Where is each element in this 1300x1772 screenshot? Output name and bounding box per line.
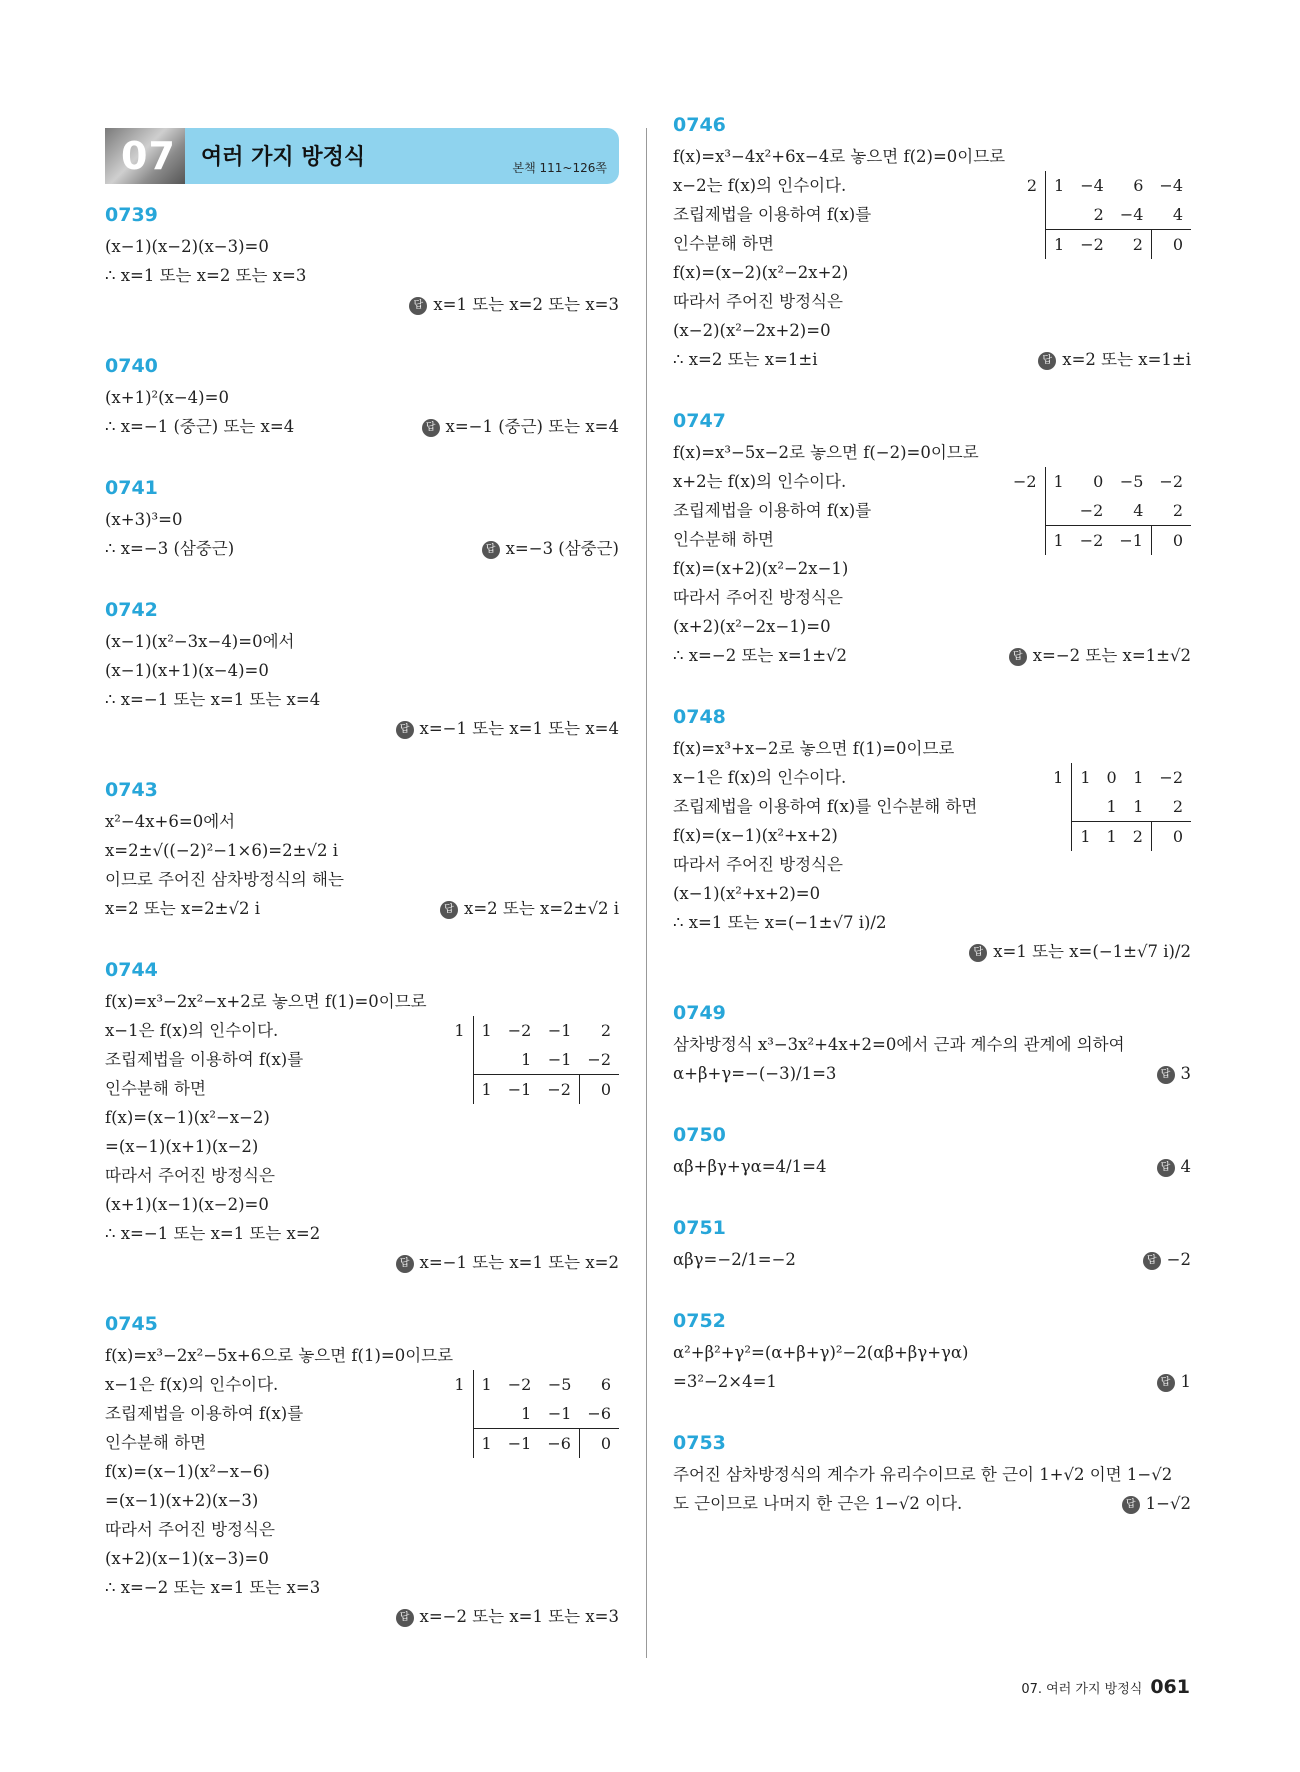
syn-divisor — [446, 1075, 473, 1105]
answer — [1122, 1489, 1191, 1518]
problem-line: 조립제법을 이용하여 f(x)를 인수분해 하면 — [673, 797, 978, 816]
problem-line: ∴ x=−1 (중근) 또는 x=4 — [105, 417, 295, 436]
problem-line: 따라서 주어진 방정식은 — [673, 292, 843, 311]
page-range: 본책 111~126쪽 — [512, 161, 607, 175]
answer — [105, 714, 619, 743]
answer-text: x=−1 또는 x=1 또는 x=4 — [419, 719, 619, 738]
column-divider — [646, 128, 647, 1658]
answer-mark-icon: 답 — [1122, 1496, 1140, 1514]
answer-text: x=−2 또는 x=1 또는 x=3 — [419, 1607, 619, 1626]
problem-line: 인수분해 하면 — [673, 234, 774, 253]
syn-cell: −1 — [547, 1050, 572, 1069]
syn-divisor — [446, 1045, 473, 1075]
last-line-row — [673, 345, 1191, 374]
problem-0741 — [105, 477, 619, 563]
syn-cell: −4 — [1159, 176, 1183, 195]
last-line-row — [673, 641, 1191, 670]
answer — [440, 894, 619, 923]
problem-body — [673, 1245, 1191, 1274]
left-column — [105, 128, 619, 1631]
syn-cell: 0 — [1151, 230, 1191, 260]
syn-cell — [473, 1045, 500, 1075]
last-line-row — [673, 1059, 1191, 1088]
problem-number: 0749 — [673, 1002, 726, 1024]
problem-line: 조립제법을 이용하여 f(x)를 — [673, 205, 872, 224]
problem-number: 0742 — [105, 599, 158, 621]
problem-line: (x+1)(x−1)(x−2)=0 — [105, 1195, 269, 1214]
problem-line: ∴ x=−2 또는 x=1±√2 — [673, 646, 848, 665]
syn-cell: −2 — [1159, 472, 1183, 491]
problem-line: 따라서 주어진 방정식은 — [673, 588, 843, 607]
answer-mark-icon: 답 — [440, 901, 458, 919]
problem-line: ∴ x=−1 또는 x=1 또는 x=4 — [105, 690, 321, 709]
synthetic-division — [1045, 763, 1191, 851]
page-number: 061 — [1150, 1676, 1190, 1698]
problem-line: ∴ x=2 또는 x=1±i — [673, 350, 818, 369]
syn-cell: 0 — [579, 1429, 619, 1459]
syn-divisor — [1045, 822, 1072, 852]
syn-cell: 2 — [1125, 822, 1152, 852]
problem-line: (x−2)(x²−2x+2)=0 — [673, 321, 831, 340]
syn-divisor — [446, 1429, 473, 1459]
answer — [422, 412, 619, 441]
syn-cell: −2 — [1072, 230, 1112, 260]
syn-cell: 6 — [1133, 176, 1144, 195]
problem-number: 0743 — [105, 779, 158, 801]
problem-line: f(x)=x³−5x−2로 놓으면 f(−2)=0이므로 — [673, 443, 979, 462]
problem-line: f(x)=(x−1)(x²−x−6) — [105, 1462, 270, 1481]
syn-cell: −5 — [1119, 472, 1144, 491]
chapter-badge — [105, 128, 185, 184]
problem-line: 인수분해 하면 — [105, 1079, 206, 1098]
answer — [482, 534, 619, 563]
right-problems — [673, 114, 1191, 1518]
answer-mark-icon: 답 — [1009, 648, 1027, 666]
problem-line: α+β+γ=−(−3)/1=3 — [673, 1064, 837, 1083]
answer-mark-icon: 답 — [1143, 1252, 1161, 1270]
answer-mark-icon: 답 — [1038, 352, 1056, 370]
problem-line: ∴ x=1 또는 x=(−1±√7 i)/2 — [673, 913, 887, 932]
problem-line: x=2±√((−2)²−1×6)=2±√2 i — [105, 841, 338, 860]
problem-0746 — [673, 114, 1191, 374]
answer-text: 4 — [1180, 1157, 1191, 1176]
problem-line: f(x)=(x−1)(x²−x−2) — [105, 1108, 270, 1127]
problem-line: ∴ x=−2 또는 x=1 또는 x=3 — [105, 1578, 321, 1597]
problem-line: 인수분해 하면 — [105, 1433, 206, 1452]
problem-0742 — [105, 599, 619, 743]
problem-line: x−2는 f(x)의 인수이다. — [673, 176, 847, 195]
problem-line: x−1은 f(x)의 인수이다. — [105, 1021, 279, 1040]
answer — [1157, 1367, 1192, 1396]
problem-0744 — [105, 959, 619, 1277]
answer — [1009, 641, 1191, 670]
problem-0745 — [105, 1313, 619, 1631]
problem-number: 0744 — [105, 959, 158, 981]
last-line-row — [105, 412, 619, 441]
syn-cell: −2 — [587, 1050, 611, 1069]
synthetic-division — [1019, 171, 1191, 259]
problem-line: (x+3)³=0 — [105, 510, 183, 529]
syn-cell: −2 — [1159, 768, 1183, 787]
problem-number: 0753 — [673, 1432, 726, 1454]
problem-line: x+2는 f(x)의 인수이다. — [673, 472, 847, 491]
syn-divisor — [1019, 200, 1046, 230]
syn-cell — [473, 1399, 500, 1429]
syn-cell: −1 — [500, 1429, 540, 1459]
answer-mark-icon: 답 — [482, 541, 500, 559]
answer-mark-icon: 답 — [396, 1609, 414, 1627]
last-line-row — [673, 1152, 1191, 1181]
syn-cell: 2 — [1093, 205, 1104, 224]
problem-line: α²+β²+γ²=(α+β+γ)²−2(αβ+βγ+γα) — [673, 1343, 969, 1362]
answer-mark-icon: 답 — [1157, 1159, 1175, 1177]
problem-body — [673, 1338, 1191, 1396]
problem-line: f(x)=x³+x−2로 놓으면 f(1)=0이므로 — [673, 739, 955, 758]
footer-chapter: 07. 여러 가지 방정식 — [1021, 1682, 1143, 1697]
problem-0750 — [673, 1124, 1191, 1181]
syn-cell — [1072, 792, 1099, 822]
synthetic-division — [1005, 467, 1191, 555]
syn-cell: 1 — [1133, 797, 1144, 816]
problem-number: 0750 — [673, 1124, 726, 1146]
syn-divisor — [1019, 230, 1046, 260]
chapter-header — [105, 128, 619, 184]
problem-line: 따라서 주어진 방정식은 — [105, 1520, 275, 1539]
problem-line: 따라서 주어진 방정식은 — [105, 1166, 275, 1185]
syn-divisor: 2 — [1019, 171, 1046, 200]
syn-cell: 4 — [1172, 205, 1183, 224]
syn-cell — [1046, 200, 1073, 230]
answer — [1157, 1152, 1192, 1181]
answer-mark-icon: 답 — [396, 721, 414, 739]
syn-cell: 1 — [473, 1429, 500, 1459]
syn-cell: 1 — [1045, 526, 1072, 556]
problem-body — [105, 232, 619, 290]
syn-cell: 0 — [579, 1075, 619, 1105]
problem-line: f(x)=x³−4x²+6x−4로 놓으면 f(2)=0이므로 — [673, 147, 1006, 166]
answer-mark-icon: 답 — [969, 944, 987, 962]
answer — [1038, 345, 1191, 374]
problem-0749 — [673, 1002, 1191, 1088]
problem-line: =(x−1)(x+2)(x−3) — [105, 1491, 259, 1510]
problem-number: 0746 — [673, 114, 726, 136]
problem-line: x−1은 f(x)의 인수이다. — [673, 768, 847, 787]
answer — [105, 1248, 619, 1277]
problem-0752 — [673, 1310, 1191, 1396]
problem-number: 0751 — [673, 1217, 726, 1239]
syn-cell: 1 — [1046, 230, 1073, 260]
answer-text: x=1 또는 x=(−1±√7 i)/2 — [993, 942, 1191, 961]
problem-0743 — [105, 779, 619, 923]
problem-line: ∴ x=−1 또는 x=1 또는 x=2 — [105, 1224, 321, 1243]
problem-line: 인수분해 하면 — [673, 530, 774, 549]
syn-cell: 1 — [1099, 822, 1125, 852]
problem-0751 — [673, 1217, 1191, 1274]
syn-cell: −1 — [1111, 526, 1151, 556]
problem-body — [105, 383, 619, 441]
problem-line: ∴ x=−3 (삼중근) — [105, 539, 235, 558]
chapter-number: 07 — [121, 134, 176, 178]
syn-cell: −2 — [1072, 526, 1112, 556]
problem-number: 0752 — [673, 1310, 726, 1332]
problem-line: 이므로 주어진 삼차방정식의 해는 — [105, 870, 344, 889]
problem-line: =3²−2×4=1 — [673, 1372, 777, 1391]
problem-line: x²−4x+6=0에서 — [105, 812, 236, 831]
syn-divisor: 1 — [1045, 763, 1072, 792]
answer-text: x=−3 (삼중근) — [505, 539, 619, 558]
last-line-row — [105, 894, 619, 923]
problem-line: (x−1)(x+1)(x−4)=0 — [105, 661, 269, 680]
problem-line: f(x)=(x−2)(x²−2x+2) — [673, 263, 849, 282]
syn-cell: −5 — [547, 1375, 572, 1394]
answer-text: x=2 또는 x=1±i — [1062, 350, 1191, 369]
problem-0753 — [673, 1432, 1191, 1518]
syn-cell: 1 — [1072, 822, 1099, 852]
page-footer — [1021, 1676, 1190, 1698]
problem-line: (x−1)(x²+x+2)=0 — [673, 884, 821, 903]
problem-line: 삼차방정식 x³−3x²+4x+2=0에서 근과 계수의 관계에 의하여 — [673, 1035, 1125, 1054]
answer-text: x=−1 (중근) 또는 x=4 — [445, 417, 619, 436]
problem-line: =(x−1)(x+1)(x−2) — [105, 1137, 259, 1156]
answer-mark-icon: 답 — [409, 297, 427, 315]
last-line-row — [673, 1489, 1191, 1518]
problem-line: (x+2)(x²−2x−1)=0 — [673, 617, 831, 636]
syn-cell: −6 — [539, 1429, 579, 1459]
answer — [105, 1602, 619, 1631]
syn-cell: −2 — [539, 1075, 579, 1105]
problem-line: f(x)=(x+2)(x²−2x−1) — [673, 559, 849, 578]
syn-cell: 0 — [1151, 526, 1191, 556]
syn-cell: 1 — [521, 1404, 532, 1423]
problem-line: 조립제법을 이용하여 f(x)를 — [673, 501, 872, 520]
answer-text: 1 — [1180, 1372, 1191, 1391]
problem-body — [673, 1460, 1191, 1518]
syn-cell: −1 — [500, 1075, 540, 1105]
syn-cell: −2 — [507, 1375, 532, 1394]
syn-cell: 2 — [600, 1021, 611, 1040]
problem-line: 도 근이므로 나머지 한 근은 1−√2 이다. — [673, 1494, 963, 1513]
answer — [105, 290, 619, 319]
problem-0747 — [673, 410, 1191, 670]
syn-divisor — [1005, 526, 1045, 556]
problem-line: f(x)=x³−2x²−5x+6으로 놓으면 f(1)=0이므로 — [105, 1346, 454, 1365]
problem-line: (x+1)²(x−4)=0 — [105, 388, 229, 407]
answer-mark-icon: 답 — [1157, 1066, 1175, 1084]
problem-line: 조립제법을 이용하여 f(x)를 — [105, 1404, 304, 1423]
problem-body — [673, 467, 1191, 670]
problem-0740 — [105, 355, 619, 441]
problem-line: 따라서 주어진 방정식은 — [673, 855, 843, 874]
answer — [1157, 1059, 1192, 1088]
problem-line: 조립제법을 이용하여 f(x)를 — [105, 1050, 304, 1069]
problem-number: 0747 — [673, 410, 726, 432]
problem-number: 0741 — [105, 477, 158, 499]
problem-line: αβ+βγ+γα=4/1=4 — [673, 1157, 827, 1176]
problem-body — [105, 627, 619, 714]
problem-body — [105, 807, 619, 923]
syn-cell: 0 — [1106, 768, 1117, 787]
problem-line: f(x)=x³−2x²−x+2로 놓으면 f(1)=0이므로 — [105, 992, 427, 1011]
syn-divisor: 1 — [446, 1016, 473, 1045]
problem-body — [673, 763, 1191, 937]
problem-number: 0745 — [105, 1313, 158, 1335]
syn-cell: 0 — [1151, 822, 1191, 852]
syn-cell: 1 — [1106, 797, 1117, 816]
syn-cell: 4 — [1133, 501, 1144, 520]
syn-cell: 1 — [1133, 768, 1144, 787]
answer-mark-icon: 답 — [422, 419, 440, 437]
syn-cell: 1 — [1080, 768, 1091, 787]
syn-cell: 1 — [1053, 472, 1064, 491]
problem-number: 0739 — [105, 204, 158, 226]
syn-cell: 1 — [473, 1075, 500, 1105]
problem-body — [673, 171, 1191, 374]
problem-line: x−1은 f(x)의 인수이다. — [105, 1375, 279, 1394]
problem-line: (x−1)(x−2)(x−3)=0 — [105, 237, 269, 256]
problem-body — [673, 1030, 1191, 1088]
problem-body — [105, 1016, 619, 1248]
problem-line: (x−1)(x²−3x−4)=0에서 — [105, 632, 295, 651]
problem-line: f(x)=(x−1)(x²+x+2) — [673, 826, 838, 845]
problem-body — [673, 1152, 1191, 1181]
syn-cell: −1 — [547, 1404, 572, 1423]
answer-text: x=−2 또는 x=1±√2 — [1032, 646, 1191, 665]
syn-cell — [1045, 496, 1072, 526]
problem-line: 주어진 삼차방정식의 계수가 유리수이므로 한 근이 1+√2 이면 1−√2 — [673, 1465, 1173, 1484]
problem-line: (x+2)(x−1)(x−3)=0 — [105, 1549, 269, 1568]
syn-cell: 2 — [1112, 230, 1152, 260]
answer-text: x=2 또는 x=2±√2 i — [464, 899, 619, 918]
problem-body — [105, 505, 619, 563]
answer-text: x=−1 또는 x=1 또는 x=2 — [419, 1253, 619, 1272]
syn-divisor: −2 — [1005, 467, 1045, 496]
problem-line: ∴ x=1 또는 x=2 또는 x=3 — [105, 266, 307, 285]
syn-cell: −4 — [1080, 176, 1104, 195]
syn-cell: −1 — [547, 1021, 572, 1040]
problem-line: x=2 또는 x=2±√2 i — [105, 899, 260, 918]
answer — [1143, 1245, 1191, 1274]
syn-cell: 1 — [521, 1050, 532, 1069]
last-line-row — [673, 1245, 1191, 1274]
chapter-title: 여러 가지 방정식 — [201, 145, 366, 170]
last-line-row — [105, 534, 619, 563]
syn-cell: −6 — [587, 1404, 611, 1423]
syn-cell: 2 — [1172, 501, 1183, 520]
syn-cell: −2 — [1079, 501, 1104, 520]
answer-text: 1−√2 — [1145, 1494, 1191, 1513]
answer-mark-icon: 답 — [396, 1255, 414, 1273]
synthetic-division — [446, 1370, 619, 1458]
syn-divisor: 1 — [446, 1370, 473, 1399]
answer-mark-icon: 답 — [1157, 1374, 1175, 1392]
syn-cell: −4 — [1119, 205, 1144, 224]
last-line-row — [673, 1367, 1191, 1396]
syn-cell: 1 — [1054, 176, 1065, 195]
syn-divisor — [1005, 496, 1045, 526]
problem-number: 0748 — [673, 706, 726, 728]
left-problems — [105, 204, 619, 1631]
right-column — [673, 114, 1191, 1518]
answer-text: 3 — [1180, 1064, 1191, 1083]
syn-divisor — [446, 1399, 473, 1429]
problem-number: 0740 — [105, 355, 158, 377]
syn-cell: 2 — [1172, 797, 1183, 816]
problem-line: αβγ=−2/1=−2 — [673, 1250, 796, 1269]
syn-cell: 0 — [1093, 472, 1104, 491]
syn-cell: −2 — [507, 1021, 532, 1040]
problem-0748 — [673, 706, 1191, 966]
answer-text: −2 — [1166, 1250, 1191, 1269]
answer-text: x=1 또는 x=2 또는 x=3 — [433, 295, 619, 314]
syn-cell: 6 — [600, 1375, 611, 1394]
answer — [673, 937, 1191, 966]
problem-body — [105, 1370, 619, 1602]
syn-cell: 1 — [481, 1021, 492, 1040]
problem-0739 — [105, 204, 619, 319]
synthetic-division — [446, 1016, 619, 1104]
syn-cell: 1 — [481, 1375, 492, 1394]
syn-divisor — [1045, 792, 1072, 822]
